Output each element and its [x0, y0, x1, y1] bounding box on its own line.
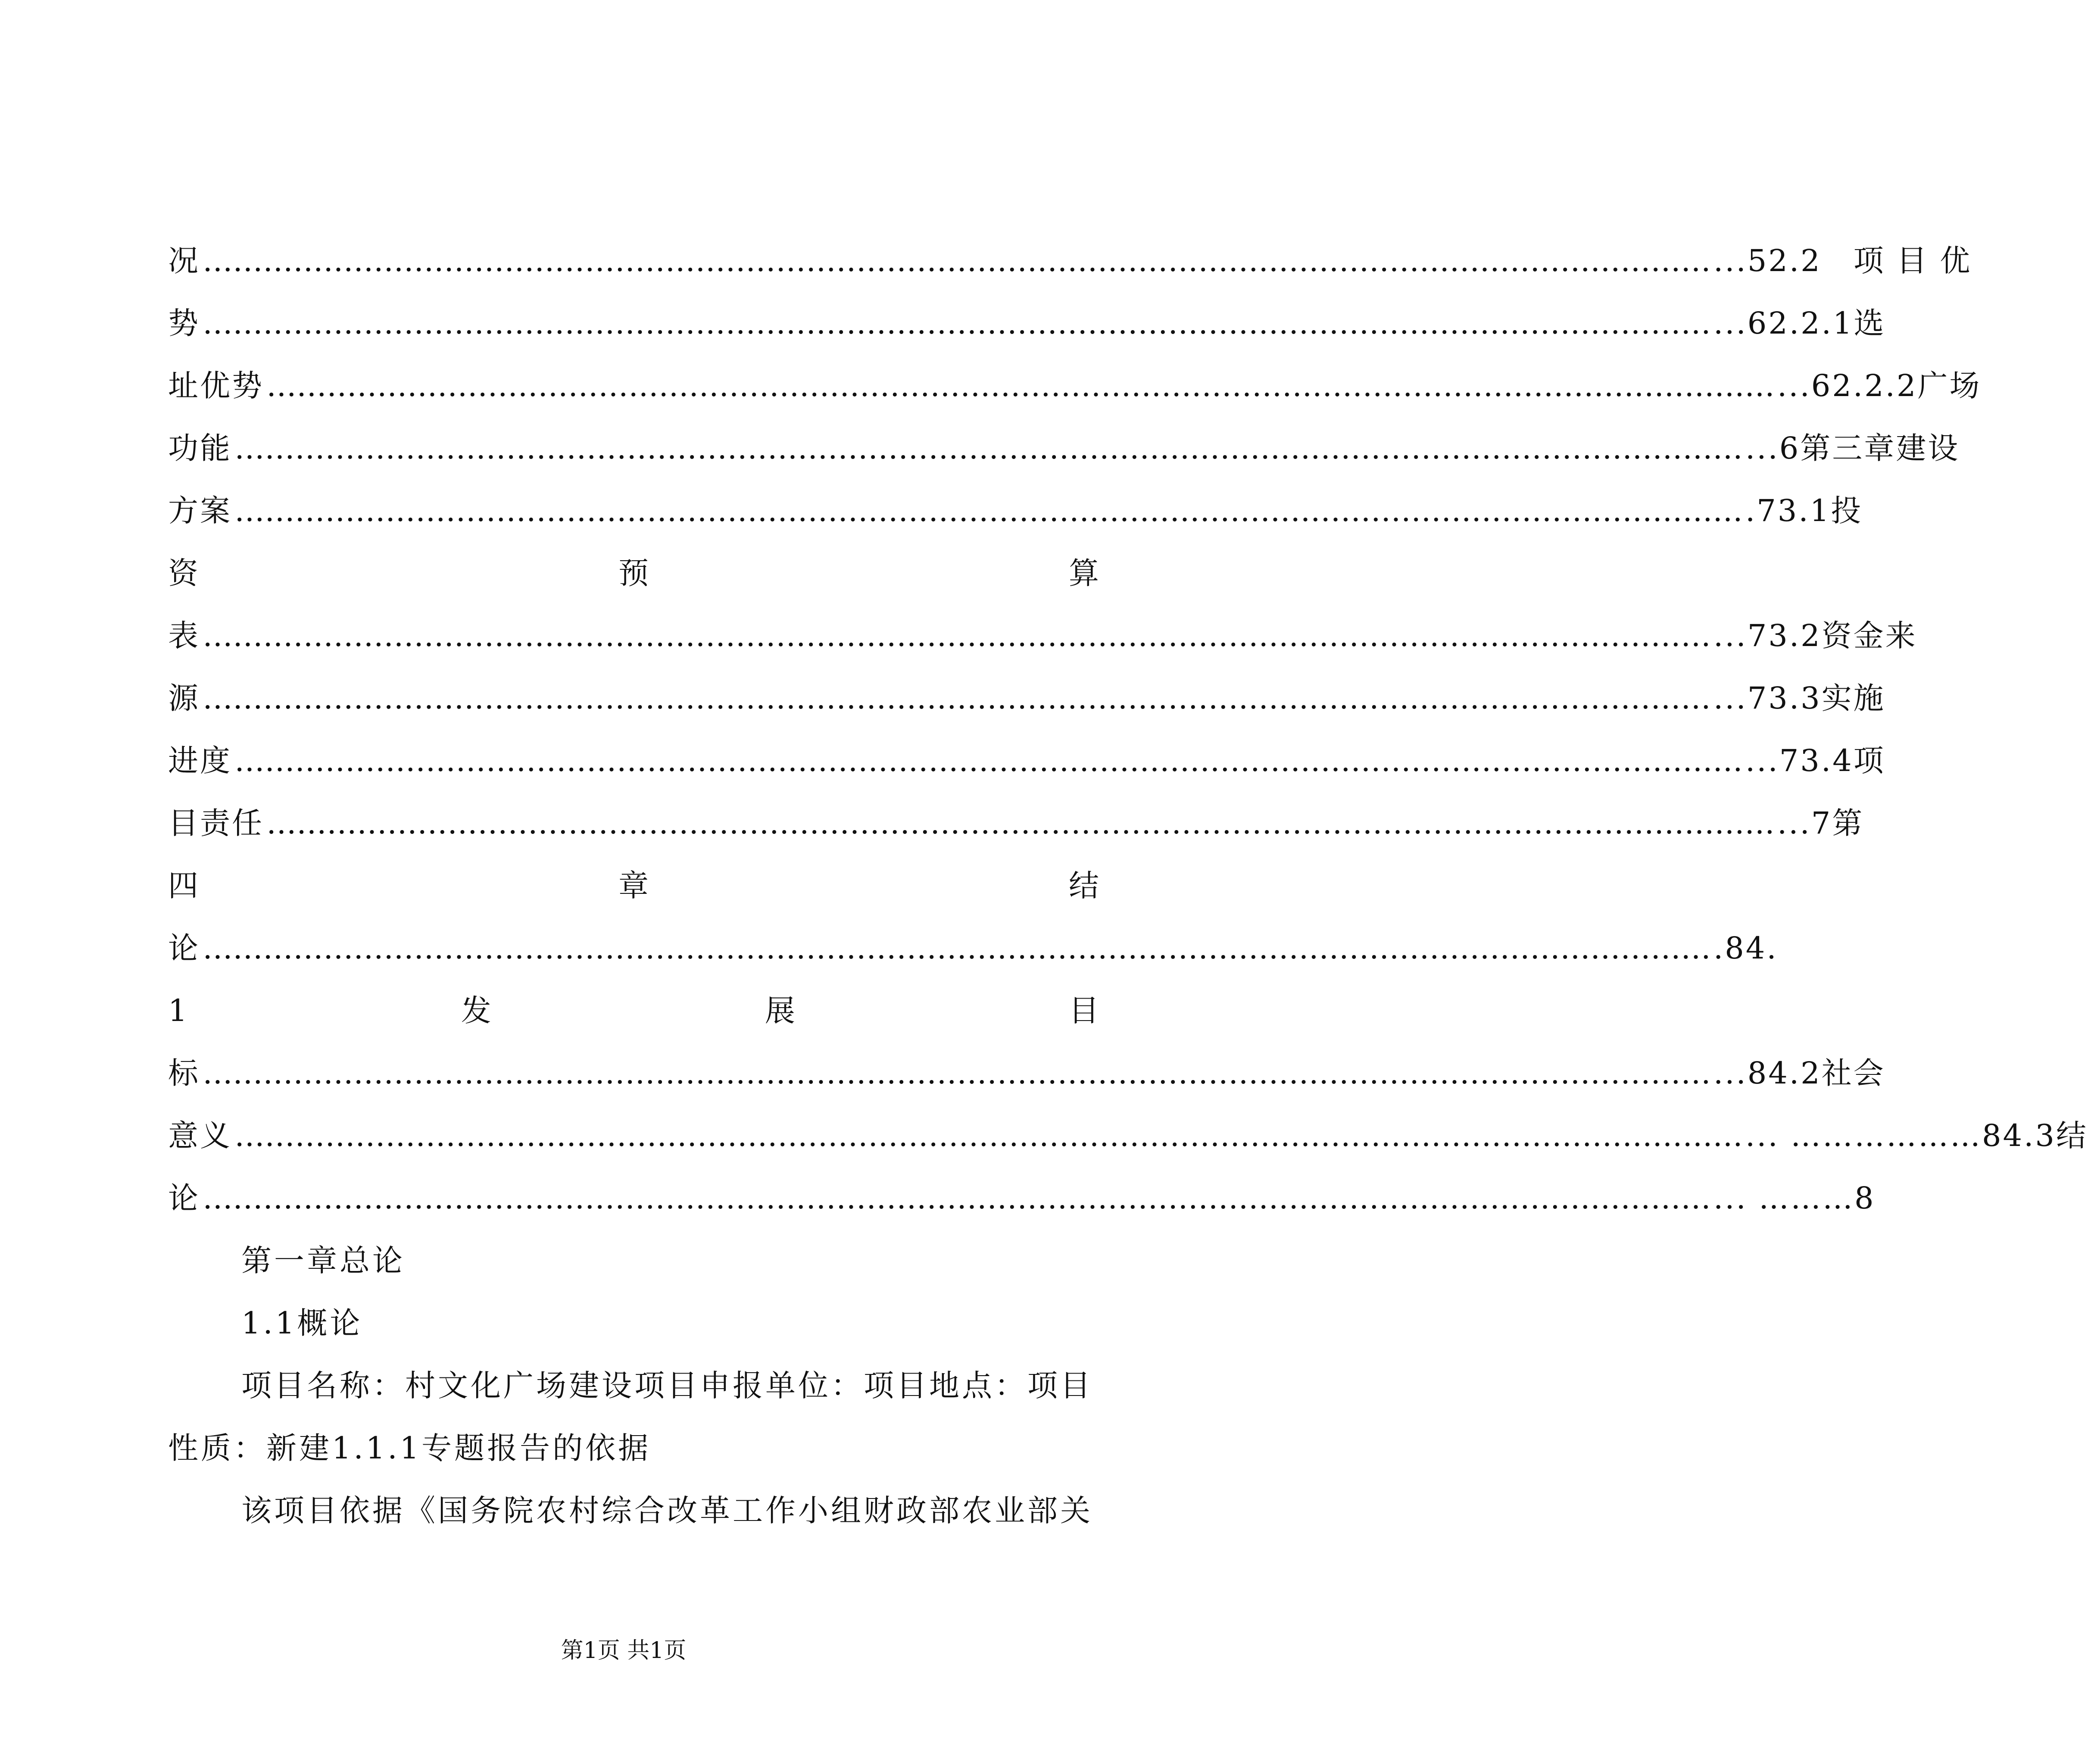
- toc-spread-char: 展: [765, 993, 795, 1028]
- paragraph-line: 项目名称：村文化广场建设项目申报单位：项目地点：项目: [241, 1368, 1093, 1403]
- toc-row: [168, 1110, 2088, 1161]
- toc-leader-dots: ……………………………………………………………………………………………………………………………………: [266, 368, 1775, 403]
- toc-spread-char: 1: [168, 993, 187, 1028]
- toc-entry-page: ...73.2资金来: [1713, 618, 1917, 653]
- toc-entry-page: ...6第三章建设: [1745, 431, 1960, 466]
- toc-row: [168, 735, 1885, 787]
- section-title: 1.1概论: [241, 1305, 363, 1341]
- toc-entry-page: ...73.3实施: [1713, 681, 1885, 716]
- toc-entry-title: 意义: [168, 1118, 232, 1153]
- toc-spread-char: 发: [461, 993, 491, 1028]
- toc-entry-title: 况: [168, 243, 200, 278]
- toc-entry-page: ... ………………84.3结: [1745, 1118, 2088, 1153]
- toc-row: [168, 297, 1886, 349]
- toc-spread-row: [168, 985, 1099, 1037]
- toc-leader-dots: ……………………………………………………………………………………………………………………………………: [234, 431, 1743, 466]
- toc-row: [168, 1172, 1876, 1224]
- toc-entry-page: ...73.4项: [1745, 743, 1885, 778]
- toc-spread-char: 章: [618, 868, 649, 903]
- page-footer: 第1页 共1页: [561, 1638, 687, 1664]
- toc-row: [168, 360, 1982, 412]
- toc-entry-title: 论: [168, 930, 200, 966]
- toc-entry-title: 进度: [168, 743, 232, 778]
- toc-entry-title: 标: [168, 1055, 200, 1091]
- toc-spread-row: [168, 547, 1099, 599]
- toc-entry-page: ...62.2.2广场: [1777, 368, 1982, 403]
- toc-spread-char: 四: [168, 868, 198, 903]
- toc-entry-title: 功能: [168, 431, 232, 466]
- chapter-title: 第一章总论: [241, 1243, 405, 1278]
- toc-row: [168, 1047, 1885, 1099]
- toc-spread-char: 预: [618, 556, 649, 591]
- toc-entry-page: ... ………8: [1713, 1180, 1876, 1216]
- toc-entry-title: 表: [168, 618, 200, 653]
- toc-entry-title: 目责任: [168, 806, 264, 841]
- toc-entry-page: ...52.2 项 目 优: [1713, 243, 1972, 278]
- toc-entry-title: 方案: [168, 493, 232, 528]
- toc-row: [168, 422, 1960, 474]
- toc-leader-dots: ……………………………………………………………………………………………………………………………………: [234, 743, 1743, 778]
- paragraph-line: 该项目依据《国务院农村综合改革工作小组财政部农业部关: [241, 1493, 1093, 1528]
- toc-leader-dots: ……………………………………………………………………………………………………………………………………: [203, 243, 1711, 278]
- toc-row: [168, 610, 1917, 662]
- toc-entry-title: 址优势: [168, 368, 264, 403]
- toc-entry-page: ...84.2社会: [1713, 1055, 1885, 1091]
- toc-spread-row: [168, 860, 1099, 912]
- toc-entry-title: 势: [168, 306, 200, 341]
- toc-row: [168, 235, 1972, 287]
- toc-leader-dots: ……………………………………………………………………………………………………………………………………: [203, 1055, 1711, 1091]
- toc-leader-dots: ……………………………………………………………………………………………………………………………………: [234, 493, 1743, 528]
- toc-entry-page: ...7第: [1777, 806, 1864, 841]
- toc-spread-char: 目: [1068, 993, 1099, 1028]
- toc-leader-dots: ……………………………………………………………………………………………………………………………………: [203, 306, 1711, 341]
- toc-entry-title: 源: [168, 681, 200, 716]
- toc-row: [168, 485, 1863, 537]
- toc-row: [168, 797, 1864, 849]
- toc-leader-dots: ……………………………………………………………………………………………………………………………………: [203, 1180, 1711, 1216]
- toc-leader-dots: ……………………………………………………………………………………………………………………………………: [203, 930, 1711, 966]
- toc-row: [168, 672, 1885, 724]
- toc-entry-page: .84.: [1713, 930, 1778, 966]
- toc-spread-char: 资: [168, 556, 198, 591]
- toc-entry-title: 论: [168, 1180, 200, 1216]
- toc-spread-char: 结: [1069, 868, 1099, 903]
- toc-entry-page: .73.1投: [1745, 493, 1863, 528]
- toc-row: [168, 922, 1778, 974]
- toc-leader-dots: ……………………………………………………………………………………………………………………………………: [203, 618, 1711, 653]
- toc-spread-char: 算: [1069, 556, 1099, 591]
- toc-leader-dots: ……………………………………………………………………………………………………………………………………: [266, 806, 1775, 841]
- paragraph-line: 性质：新建1.1.1专题报告的依据: [168, 1430, 651, 1466]
- toc-leader-dots: ……………………………………………………………………………………………………………………………………: [203, 681, 1711, 716]
- toc-leader-dots: ……………………………………………………………………………………………………………………………………: [234, 1118, 1743, 1153]
- toc-entry-page: ...62.2.1选: [1713, 306, 1886, 341]
